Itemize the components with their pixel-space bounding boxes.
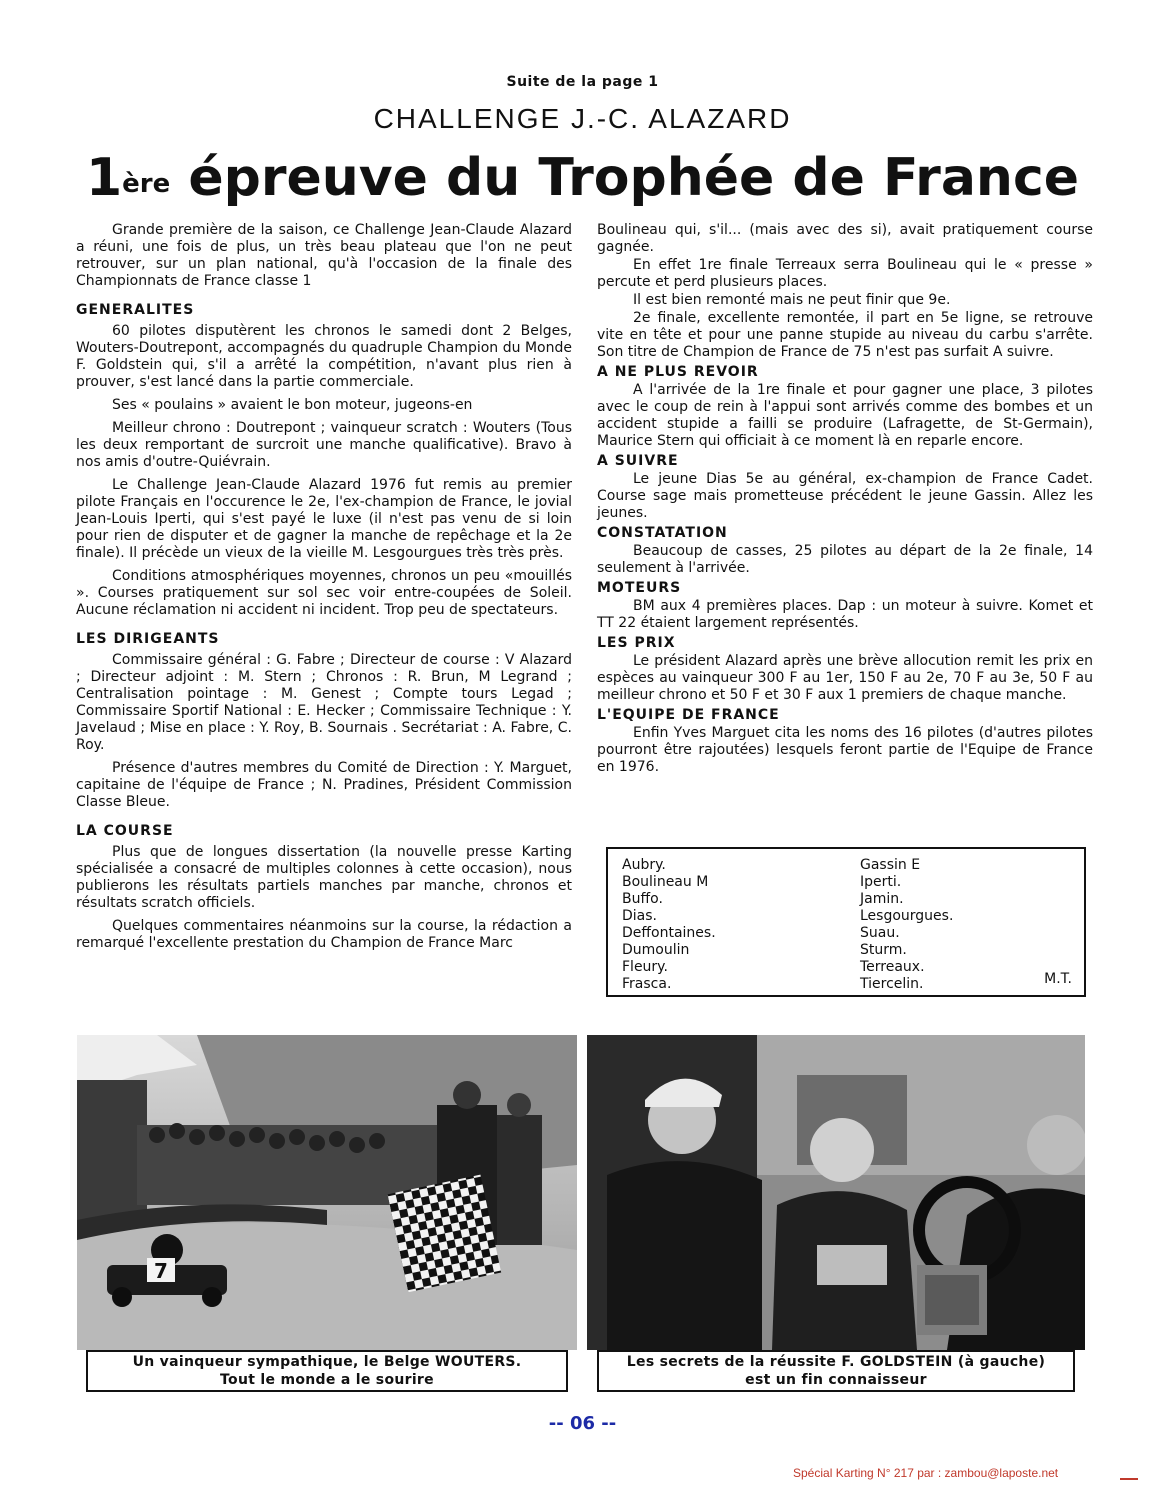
team-member: Fleury.	[622, 959, 668, 975]
right-column	[597, 222, 1093, 777]
section-heading-moteurs: MOTEURS	[597, 580, 682, 596]
title-rest: épreuve du Trophée de France	[170, 148, 1080, 208]
team-member: Gassin E	[860, 857, 921, 873]
paragraph: Meilleur chrono : Doutrepont ; vainqueur scratch : Wouters (Tous les deux remportant de surcroit une manche qualificative). Bravo à nos amis d'outre-Quiévrain.	[76, 420, 572, 470]
photo-kart-race	[77, 1035, 577, 1350]
page-title	[0, 148, 1165, 208]
paragraph: Présence d'autres membres du Comité de Direction : Y. Marguet, capitaine de l'équipe de France ; N. Pradines, Président Commission Classe Bleue.	[76, 760, 572, 810]
team-member: Dias.	[622, 908, 657, 924]
kicker-title: CHALLENGE J.-C. ALAZARD	[373, 103, 792, 134]
caption-line: Un vainqueur sympathique, le Belge WOUTERS.	[132, 1354, 522, 1370]
footer-underline	[1120, 1478, 1138, 1480]
title-superscript: ère	[122, 169, 171, 199]
team-member: Frasca.	[622, 976, 672, 992]
paragraph: Le jeune Dias 5e au général, ex-champion de France Cadet. Course sage mais prometteuse précédent le jeune Gassin. Allez les jeunes.	[597, 471, 1093, 521]
photo-caption-right	[597, 1350, 1075, 1392]
continuation-note: Suite de la page 1	[506, 74, 659, 90]
intro-paragraph: Grande première de la saison, ce Challenge Jean-Claude Alazard a réuni, une fois de plus, un très beau plateau que l'on ne peut retrouver, sur un plan national, qu'à l'occasion de la finale des Championnats de France classe 1	[76, 222, 572, 289]
paragraph: Conditions atmosphériques moyennes, chronos un peu «mouillés ». Courses pratiquement sur sol sec voir entre-coupées de Soleil. Aucune réclamation ni accident ni incident. Trop peu de spectateurs.	[76, 568, 572, 618]
paragraph: A l'arrivée de la 1re finale et pour gagner une place, 3 pilotes avec le coup de rein à l'appui sont arrivés comme des bombes et un accident stupide a failli se produire (Lafragette, de St-Germain), Maurice Stern qui officiait à ce moment là en reparle encore.	[597, 382, 1093, 449]
section-heading-dirigeants: LES DIRIGEANTS	[76, 631, 220, 647]
section-heading-course: LA COURSE	[76, 823, 174, 839]
page-number: -- 06 --	[548, 1413, 617, 1434]
team-member: Jamin.	[860, 891, 904, 907]
paragraph: 2e finale, excellente remontée, il part en 5e ligne, se retrouve vite en tête et pour une panne stupide au niveau du carbu s'arrête. Son titre de Champion de France de 75 n'est pas surfait A suivre.	[597, 310, 1093, 360]
team-member: Buffo.	[622, 891, 663, 907]
team-member: Deffontaines.	[622, 925, 716, 941]
team-list-box	[606, 847, 1086, 997]
caption-line: Tout le monde a le sourire	[220, 1372, 434, 1388]
paragraph: Le président Alazard après une brève allocution remit les prix en espèces au vainqueur 300 F au 1er, 150 F au 2e, 70 F au 3e, 50 F au meilleur chrono et 50 F et 30 F aux 1 premiers de chaque manche.	[597, 653, 1093, 703]
title-prefix: 1	[85, 148, 123, 208]
paragraph: Enfin Yves Marguet cita les noms des 16 pilotes (d'autres pilotes pourront être rajoutées) lesquels feront partie de l'Equipe de France en 1976.	[597, 725, 1093, 775]
photo-kart-race-drawing	[77, 1035, 577, 1350]
team-member: Dumoulin	[622, 942, 690, 958]
section-heading-suivre: A SUIVRE	[597, 453, 679, 469]
author-signature: M.T.	[1044, 971, 1072, 987]
paragraph: Le Challenge Jean-Claude Alazard 1976 fut remis au premier pilote Français en l'occurence le 2e, l'ex-champion de France, le jovial Jean-Louis Iperti, qui s'est payé le luxe (il n'est pas venu de si loin pour rien de disputer et de gagner la manche de repêchage et la 2e finale). Il précède un vieux de la vieille M. Lesgourgues très très près.	[76, 477, 572, 561]
team-member: Terreaux.	[860, 959, 925, 975]
caption-line: est un fin connaisseur	[745, 1372, 927, 1388]
team-member: Boulineau M	[622, 874, 709, 890]
paragraph: Beaucoup de casses, 25 pilotes au départ de la 2e finale, 14 seulement à l'arrivée.	[597, 543, 1093, 576]
footer-credit: Spécial Karting N° 217 par : zambou@laposte.net	[793, 1466, 1059, 1480]
team-member: Sturm.	[860, 942, 907, 958]
team-member: Tiercelin.	[860, 976, 924, 992]
left-column	[76, 222, 572, 958]
team-member: Lesgourgues.	[860, 908, 954, 924]
paragraph: Commissaire général : G. Fabre ; Directeur de course : V Alazard ; Directeur adjoint : M. Stern ; Chronos : R. Brun, M Legrand ; Centralisation pointage : M. Genest ; Compte tours Legad ; Commissaire Sportif National : E. Hecker ; Commissaire Technique : Y. Javelaud ; Mise en place : Y. Roy, B. Sournais . Secrétariat : A. Fabre, C. Roy.	[76, 652, 572, 753]
paragraph: Ses « poulains » avaient le bon moteur, jugeons-en	[112, 397, 473, 413]
paragraph: Il est bien remonté mais ne peut finir que 9e.	[633, 292, 951, 308]
team-list-column-1	[622, 857, 716, 993]
paragraph: Quelques commentaires néanmoins sur la course, la rédaction a remarqué l'excellente prestation du Champion de France Marc	[76, 918, 572, 951]
paragraph: 60 pilotes disputèrent les chronos le samedi dont 2 Belges, Wouters-Doutrepont, accompagnés du quadruple Champion du Monde F. Goldstein qui, s'il a arrêté la compétition, n'avant plus rien à prouver, s'est lancé dans la partie commerciale.	[76, 323, 572, 390]
photo-caption-left	[86, 1350, 568, 1392]
photo-mechanics	[587, 1035, 1085, 1350]
caption-line: Les secrets de la réussite F. GOLDSTEIN (à gauche)	[626, 1354, 1046, 1370]
section-heading-prix: LES PRIX	[597, 635, 676, 651]
section-heading-equipe: L'EQUIPE DE FRANCE	[597, 707, 780, 723]
paragraph: En effet 1re finale Terreaux serra Boulineau qui le « presse » percute et perd plusieurs places.	[597, 257, 1093, 290]
team-member: Iperti.	[860, 874, 902, 890]
section-heading-constatation: CONSTATATION	[597, 525, 728, 541]
photo-mechanics-drawing	[587, 1035, 1085, 1350]
team-member: Aubry.	[622, 857, 666, 873]
paragraph: Plus que de longues dissertation (la nouvelle presse Karting spécialisée a consacré de multiples colonnes à cette occasion), nous publierons les résultats partiels manches par manche, chronos et résultats scratch officiels.	[76, 844, 572, 911]
team-member: Suau.	[860, 925, 900, 941]
paragraph: BM aux 4 premières places. Dap : un moteur à suivre. Komet et TT 22 étaient largement représentés.	[597, 598, 1093, 631]
kart-number: 7	[154, 1259, 168, 1283]
team-list-column-2	[860, 857, 953, 993]
section-heading-generalites: GENERALITES	[76, 302, 195, 318]
section-heading-revoir: A NE PLUS REVOIR	[597, 364, 759, 380]
paragraph: Boulineau qui, s'il... (mais avec des si), avait pratiquement course gagnée.	[597, 222, 1093, 255]
